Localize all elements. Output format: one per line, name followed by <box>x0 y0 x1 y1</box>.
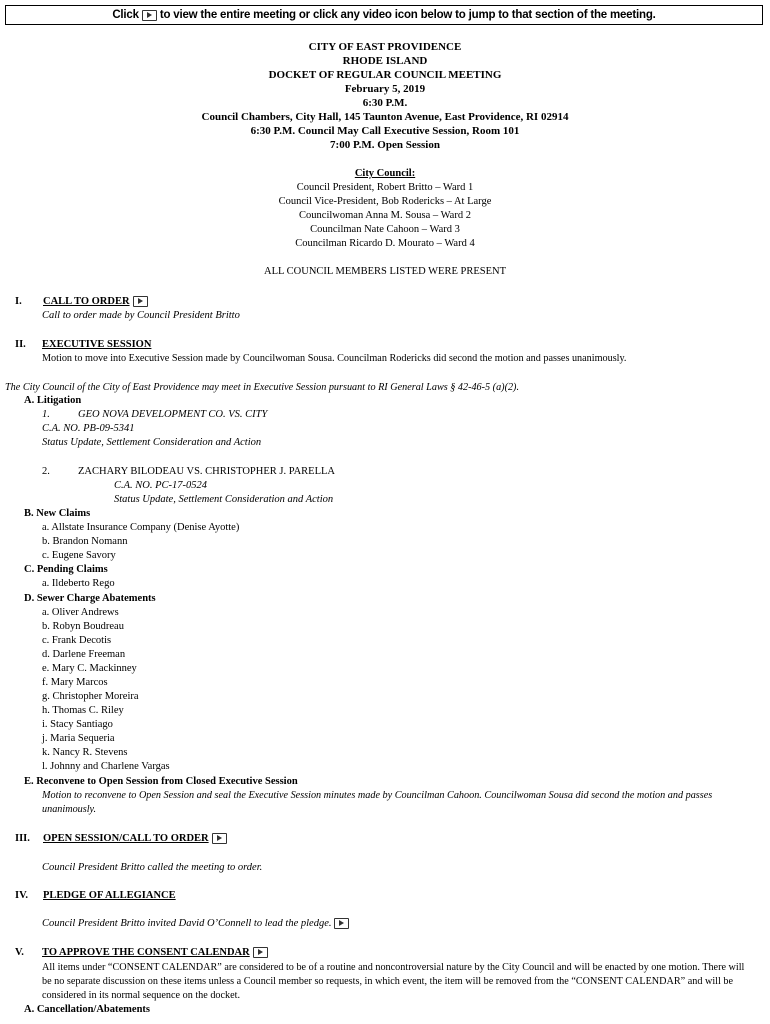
section-number: II. <box>15 339 26 350</box>
play-video-icon[interactable] <box>133 296 148 307</box>
header-line: February 5, 2019 <box>344 83 426 95</box>
list-item: h. Thomas C. Riley <box>42 705 124 716</box>
reconvene-note: Motion to reconvene to Open Session and seal the Executive Session minutes made by Councilman Cahoon. Councilwoman Sousa did second the motion and passes unanimously. <box>42 790 713 815</box>
council-member: Council Vice-President, Bob Rodericks – At Large <box>278 196 492 207</box>
section-consent-calendar <box>42 946 271 960</box>
list-item: g. Christopher Moreira <box>42 691 139 702</box>
litigation-title: A. Litigation <box>24 395 82 406</box>
play-video-icon[interactable] <box>212 833 227 844</box>
section-number: I. <box>15 296 22 307</box>
section-pledge-note <box>42 917 352 931</box>
section-call-to-order <box>43 295 151 309</box>
section-title: PLEDGE OF ALLEGIANCE <box>43 890 176 901</box>
list-item: c. Eugene Savory <box>42 550 116 561</box>
case-status: Status Update, Settlement Consideration and Action <box>42 437 262 448</box>
case-number: 2. <box>42 466 50 477</box>
section-note: Council President Britto called the meeting to order. <box>42 862 263 873</box>
section-title: EXECUTIVE SESSION <box>42 339 152 350</box>
section-open-session <box>43 832 230 846</box>
header-line: CITY OF EAST PROVIDENCE <box>308 41 462 53</box>
sewer-title: D. Sewer Charge Abatements <box>24 593 156 604</box>
section-number: III. <box>15 833 30 844</box>
list-item: l. Johnny and Charlene Vargas <box>42 761 170 772</box>
section-title: OPEN SESSION/CALL TO ORDER <box>43 833 209 844</box>
council-member: Council President, Robert Britto – Ward 1 <box>296 182 474 193</box>
case-name: ZACHARY BILODEAU VS. CHRISTOPHER J. PARELLA <box>78 466 335 477</box>
case-number: 1. <box>42 409 50 420</box>
case-name: GEO NOVA DEVELOPMENT CO. VS. CITY <box>78 409 268 420</box>
play-video-icon[interactable] <box>142 10 157 21</box>
header-line: 7:00 P.M. Open Session <box>330 139 440 151</box>
list-item: b. Robyn Boudreau <box>42 621 124 632</box>
section-note: Council President Britto invited David O’Connell to lead the pledge. <box>42 918 332 929</box>
header-line: Council Chambers, City Hall, 145 Taunton Avenue, East Providence, RI 02914 <box>201 111 569 123</box>
new-claims-title: B. New Claims <box>24 508 91 519</box>
consent-text: All items under “CONSENT CALENDAR” are considered to be of a routine and noncontroversial nature by the City Council and will be enacted by one motion. There will be no separate discussion on these items unless a Council member so requests, in which event, the item will be removed from the “CONSENT CALENDAR” and will be considered in its normal sequence on the docket. <box>42 962 745 1001</box>
section-note: Motion to move into Executive Session made by Councilwoman Sousa. Councilman Rodericks did second the motion and passes unanimously. <box>42 353 627 364</box>
banner-text: to view the entire meeting or click any video icon below to jump to that section of the meeting. <box>159 9 656 21</box>
section-number: IV. <box>15 890 28 901</box>
pending-claims-title: C. Pending Claims <box>24 564 108 575</box>
case-ca: C.A. NO. PB-09-5341 <box>42 423 135 434</box>
play-video-icon[interactable] <box>334 918 349 929</box>
council-member: Councilwoman Anna M. Sousa – Ward 2 <box>299 210 471 221</box>
list-item: a. Ildeberto Rego <box>42 578 115 589</box>
section-number: V. <box>15 947 24 958</box>
list-item: d. Darlene Freeman <box>42 649 126 660</box>
list-item: a. Oliver Andrews <box>42 607 119 618</box>
present-statement: ALL COUNCIL MEMBERS LISTED WERE PRESENT <box>264 266 506 277</box>
reconvene-title: E. Reconvene to Open Session from Closed Executive Session <box>24 776 298 787</box>
section-title: CALL TO ORDER <box>43 296 130 307</box>
case-status: Status Update, Settlement Consideration and Action <box>114 494 334 505</box>
council-member: Councilman Nate Cahoon – Ward 3 <box>310 224 460 235</box>
list-item: i. Stacy Santiago <box>42 719 113 730</box>
play-video-icon[interactable] <box>253 947 268 958</box>
video-banner <box>5 5 763 25</box>
header-line: DOCKET OF REGULAR COUNCIL MEETING <box>268 69 502 81</box>
section-note: Call to order made by Council President Britto <box>42 310 240 321</box>
header-line: 6:30 P.M. <box>362 97 408 109</box>
case-ca: C.A. NO. PC-17-0524 <box>114 480 208 491</box>
council-member: Councilman Ricardo D. Mourato – Ward 4 <box>295 238 475 249</box>
legal-notice: The City Council of the City of East Providence may meet in Executive Session pursuant to RI General Laws § 42-46-5 (a)(2). <box>5 382 519 393</box>
section-title: TO APPROVE THE CONSENT CALENDAR <box>42 947 250 958</box>
header-line: RHODE ISLAND <box>342 55 428 67</box>
list-item: j. Maria Sequeria <box>42 733 115 744</box>
list-item: e. Mary C. Mackinney <box>42 663 137 674</box>
council-title: City Council: <box>354 168 416 179</box>
list-item: b. Brandon Nomann <box>42 536 128 547</box>
cancellation-title: A. Cancellation/Abatements <box>24 1004 150 1015</box>
list-item: f. Mary Marcos <box>42 677 108 688</box>
banner-click-text: Click <box>112 9 139 21</box>
list-item: a. Allstate Insurance Company (Denise Ayotte) <box>42 522 240 533</box>
header-line: 6:30 P.M. Council May Call Executive Session, Room 101 <box>250 125 520 137</box>
list-item: c. Frank Decotis <box>42 635 112 646</box>
list-item: k. Nancy R. Stevens <box>42 747 128 758</box>
